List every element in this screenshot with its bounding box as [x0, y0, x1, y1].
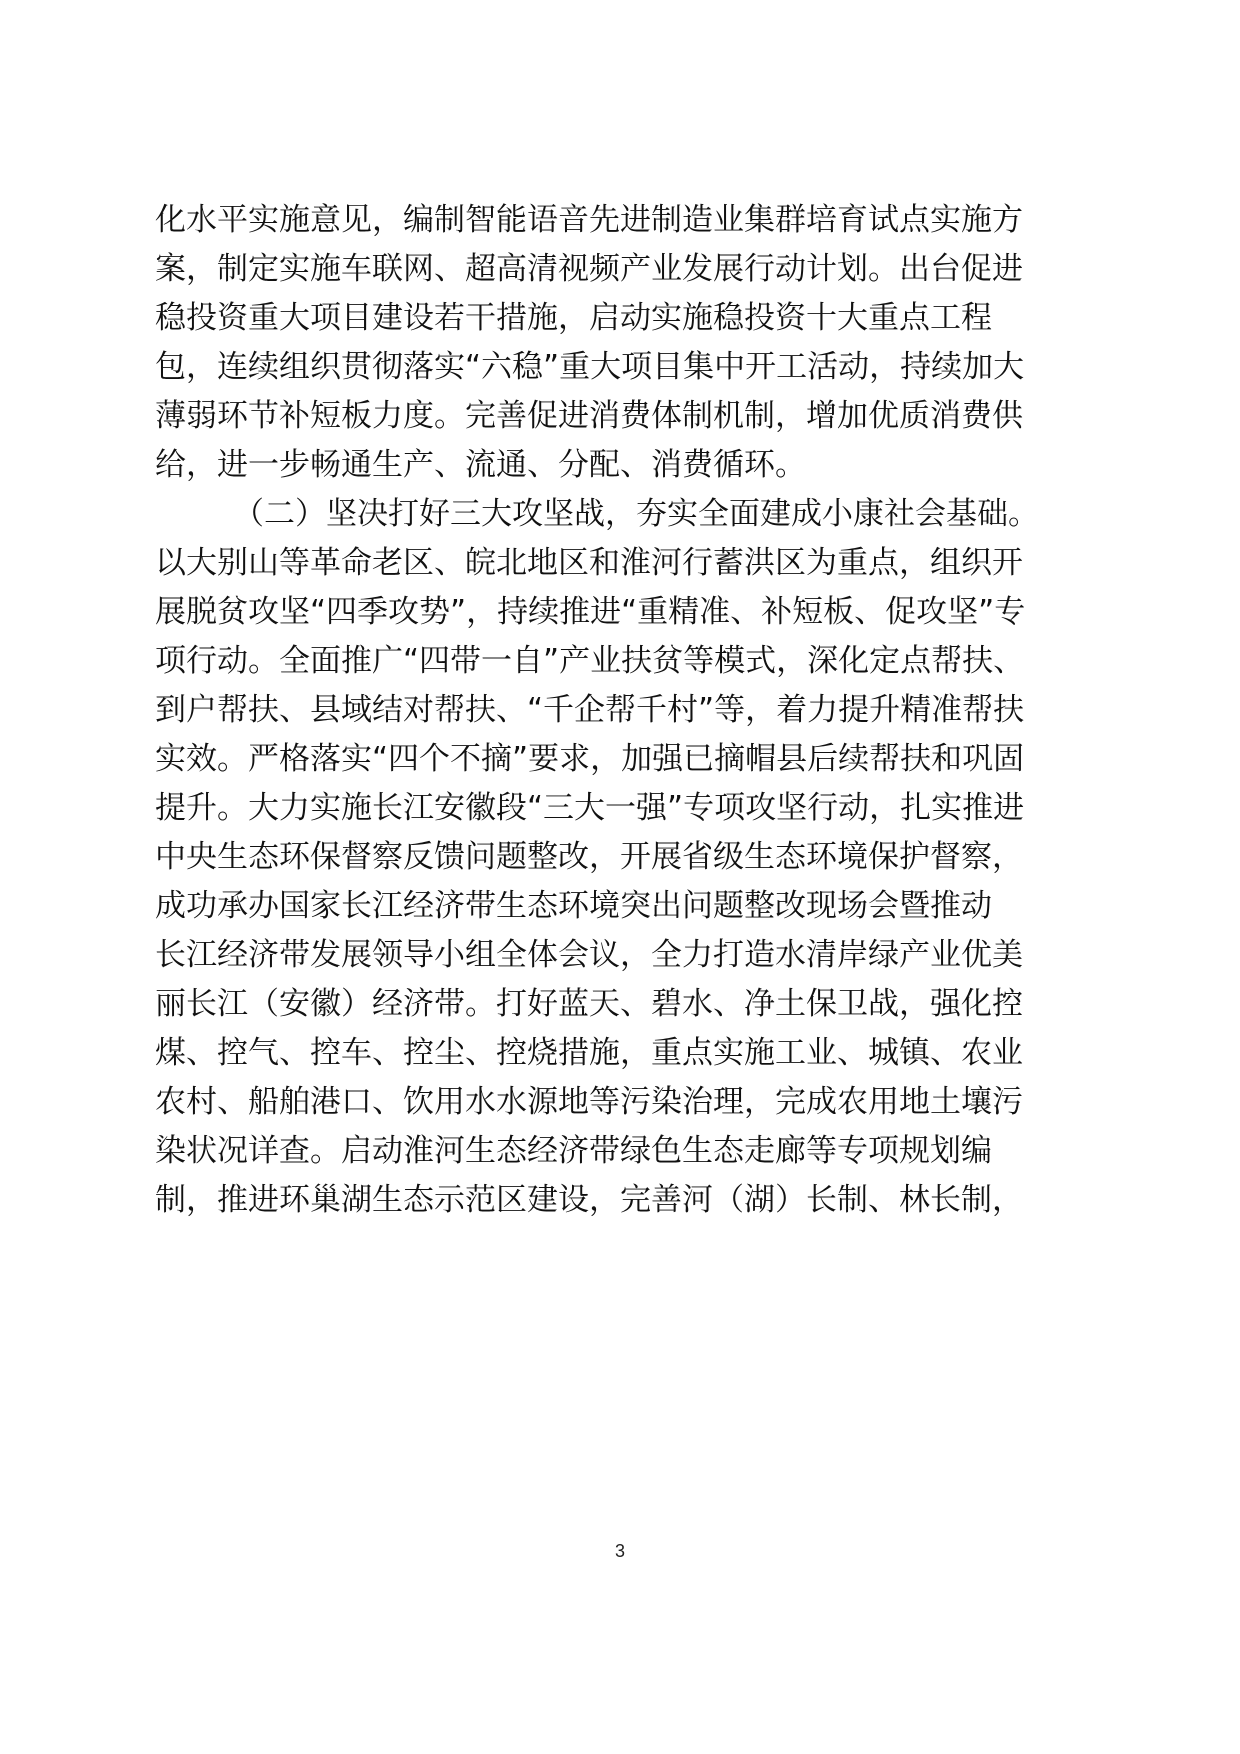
- text-line: 染状况详查。启动淮河生态经济带绿色生态走廊等专项规划编: [155, 1133, 992, 1169]
- text-line: 包，连续组织贯彻落实“六稳”重大项目集中开工活动，持续加大: [155, 349, 1025, 385]
- text-line: 制，推进环巢湖生态示范区建设，完善河（湖）长制、林长制，: [155, 1182, 1023, 1218]
- text-line: 煤、控气、控车、控尘、控烧措施，重点实施工业、城镇、农业: [155, 1035, 1023, 1071]
- text-line: 化水平实施意见，编制智能语音先进制造业集群培育试点实施方: [155, 202, 1023, 238]
- text-line: 实效。严格落实“四个不摘”要求，加强已摘帽县后续帮扶和巩固: [155, 741, 1025, 777]
- text-line: 中央生态环保督察反馈问题整改，开展省级生态环境保护督察，: [155, 839, 1023, 875]
- text-line: 给，进一步畅通生产、流通、分配、消费循环。: [155, 447, 806, 483]
- text-line: 以大别山等革命老区、皖北地区和淮河行蓄洪区为重点，组织开: [155, 545, 1023, 581]
- text-line: 成功承办国家长江经济带生态环境突出问题整改现场会暨推动: [155, 888, 992, 924]
- page-number: 3: [614, 1541, 625, 1561]
- body-text: [155, 196, 1090, 1225]
- text-line: 提升。大力实施长江安徽段“三大一强”专项攻坚行动，扎实推进: [155, 790, 1025, 826]
- text-line: 薄弱环节补短板力度。完善促进消费体制机制，增加优质消费供: [155, 398, 1023, 434]
- text-line: 到户帮扶、县域结对帮扶、“千企帮千村”等，着力提升精准帮扶: [155, 692, 1025, 728]
- text-line: 案，制定实施车联网、超高清视频产业发展行动计划。出台促进: [155, 251, 1023, 287]
- text-line: 长江经济带发展领导小组全体会议，全力打造水清岸绿产业优美: [155, 937, 1023, 973]
- text-line: 丽长江（安徽）经济带。打好蓝天、碧水、净土保卫战，强化控: [155, 986, 1023, 1022]
- text-line: 项行动。全面推广“四带一自”产业扶贫等模式，深化定点帮扶、: [155, 643, 1025, 679]
- text-line: 展脱贫攻坚“四季攻势”，持续推进“重精准、补短板、促攻坚”专: [155, 594, 1026, 630]
- section-heading-line: （二）坚决打好三大攻坚战，夯实全面建成小康社会基础。: [233, 496, 1039, 532]
- text-line: 稳投资重大项目建设若干措施，启动实施稳投资十大重点工程: [155, 300, 992, 336]
- text-line: 农村、船舶港口、饮用水水源地等污染治理，完成农用地土壤污: [155, 1084, 1023, 1120]
